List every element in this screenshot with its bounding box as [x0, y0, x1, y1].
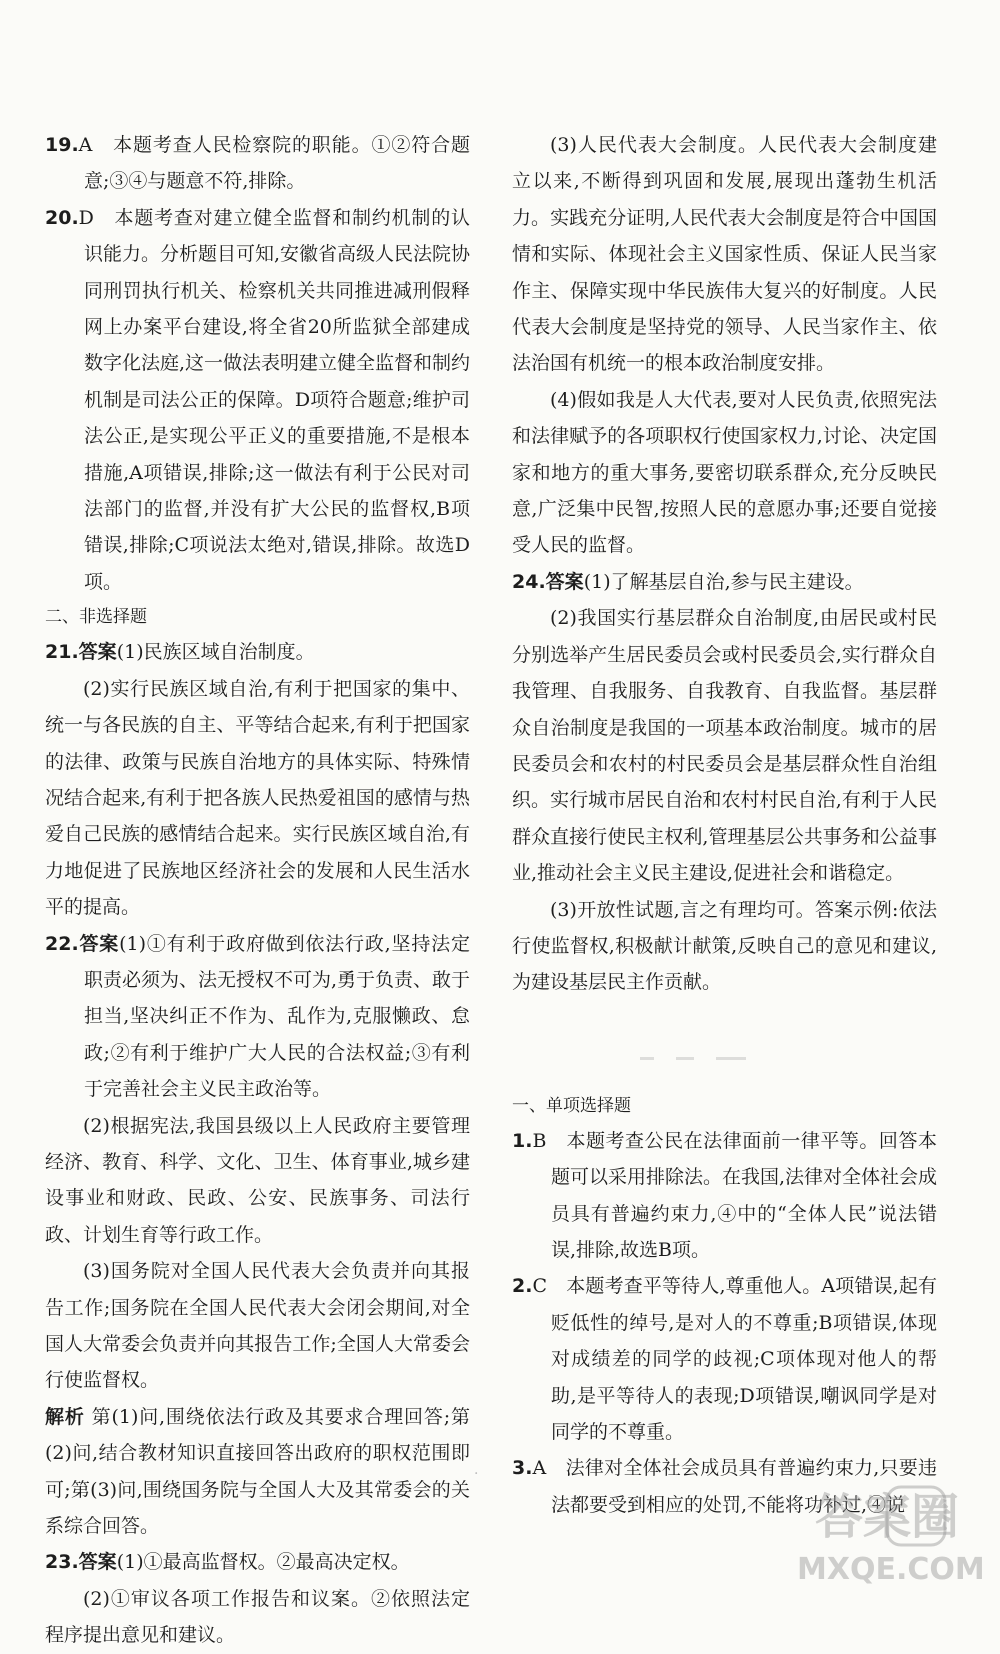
faded-mark: [640, 1057, 654, 1060]
answer-item-24: 24.答案(1)了解基层自治,参与民主建设。: [512, 570, 864, 593]
answer-item-19: 19.A 本题考查人民检察院的职能。①②符合题意;③④与题意不符,排除。: [45, 134, 470, 193]
answer-item-3: 3.A 法律对全体社会成员具有普遍约束力,只要违法都要受到相应的处罚,不能将功补过,④说: [512, 1457, 937, 1516]
answer-item-22: 22.答案(1)①有利于政府做到依法行政,坚持法定职责必须为、法无授权不可为,勇于负责、敢于担当,坚决纠正不作为、乱作为,克服懒政、怠政;②有利于维护广大人民的合法权益;③有利于完善社会主义民主政治等。: [45, 932, 470, 1101]
left-column: [45, 127, 470, 1654]
answer-item-21: 21.答案(1)民族区域自治制度。: [45, 641, 315, 664]
answer-23-part-4: (4)假如我是人大代表,要对人民负责,依照宪法和法律赋予的各项职权行使国家权力,讨论、决定国家和地方的重大事务,要密切联系群众,充分反映民意,广泛集中民智,按照人民的意愿办事;还要自觉接受人民的监督。: [512, 388, 937, 557]
watermark-top-text: 答案圈: [815, 1489, 960, 1545]
answer-22-part-2: (2)根据宪法,我国县级以上人民政府主要管理经济、教育、科学、文化、卫生、体育事业,城乡建设事业和财政、民政、公安、民族事务、司法行政、计划生育等行政工作。: [45, 1114, 470, 1246]
answer-23-part-2: (2)①审议各项工作报告和议案。②依照法定程序提出意见和建议。: [45, 1587, 470, 1647]
answer-item-23: 23.答案(1)①最高监督权。②最高决定权。: [45, 1551, 410, 1574]
answer-item-20: 20.D 本题考查对建立健全监督和制约机制的认识能力。分析题目可知,安徽省高级人民法院协同刑罚执行机关、检察机关共同推进减刑假释网上办案平台建设,将全省20所监狱全部建成数字化法庭,这一做法表明建立健全监督和制约机制是司法公正的保障。D项符合题意;维护司法公正,是实现公平正义的重要措施,不是根本措施,A项错误,排除;这一做法有利于公民对司法部门的监督,并没有扩大公民的监督权,B项错误,排除;C项说法太绝对,错误,排除。故选D项。: [45, 206, 470, 593]
answer-23-part-3: (3)人民代表大会制度。人民代表大会制度建立以来,不断得到巩固和发展,展现出蓬勃生机活力。实践充分证明,人民代表大会制度是符合中国国情和实际、体现社会主义国家性质、保证人民当家作主、保障实现中华民族伟大复兴的好制度。人民代表大会制度是坚持党的领导、人民当家作主、依法治国有机统一的根本政治制度安排。: [512, 134, 937, 375]
answer-24-part-3: (3)开放性试题,言之有理均可。答案示例:依法行使监督权,积极献计献策,反映自己的意见和建议,为建设基层民主作贡献。: [512, 898, 937, 994]
faded-mark: [716, 1057, 746, 1060]
section-heading-nonchoice: 二、非选择题: [45, 607, 147, 628]
answer-item-2: 2.C 本题考查平等待人,尊重他人。A项错误,起有贬低性的绰号,是对人的不尊重;B项错误,体现对成绩差的同学的歧视;C项体现对他人的帮助,是平等待人的表现;D项错误,嘲讽同学是对同学的不尊重。: [512, 1275, 937, 1443]
faded-mark: [676, 1057, 694, 1060]
section-gap: [512, 1001, 937, 1089]
faded-section-title: [640, 1048, 760, 1068]
watermark-logo: [775, 1481, 1000, 1589]
answer-22-part-3: (3)国务院对全国人民代表大会负责并向其报告工作;国务院在全国人民代表大会闭会期间,对全国人大常委会负责并向其报告工作;全国人大常委会行使监督权。: [45, 1260, 470, 1392]
answer-22-analysis: 解析 第(1)问,围绕依法行政及其要求合理回答;第(2)问,结合教材知识直接回答出政府的职权范围即可;第(3)问,围绕国务院与全国人大及其常委会的关系综合回答。: [45, 1405, 470, 1538]
watermark-bottom-text: MXQE.COM: [797, 1552, 985, 1587]
page-mark: ·: [474, 1466, 479, 1482]
answer-24-part-2: (2)我国实行基层群众自治制度,由居民或村民分别选举产生居民委员会或村民委员会,实行群众自我管理、自我服务、自我教育、自我监督。基层群众自治制度是我国的一项基本政治制度。城市的居民委员会和农村的村民委员会是基层群众性自治组织。实行城市居民自治和农村村民自治,有利于人民群众直接行使民主权利,管理基层公共事务和公益事业,推动社会主义民主建设,促进社会和谐稳定。: [512, 607, 937, 885]
answer-21-part-2: (2)实行民族区域自治,有利于把国家的集中、统一与各民族的自主、平等结合起来,有利于把国家的法律、政策与民族自治地方的具体实际、特殊情况结合起来,有利于把各族人民热爱祖国的感情与热爱自己民族的感情结合起来。实行民族区域自治,有力地促进了民族地区经济社会的发展和人民生活水平的提高。: [45, 677, 470, 919]
right-column: [512, 127, 937, 1523]
answer-item-1: 1.B 本题考查公民在法律面前一律平等。回答本题可以采用排除法。在我国,法律对全体社会成员具有普遍约束力,④中的“全体人民”说法错误,排除,故选B项。: [512, 1129, 937, 1261]
section-heading-single-choice: 一、单项选择题: [512, 1095, 631, 1116]
